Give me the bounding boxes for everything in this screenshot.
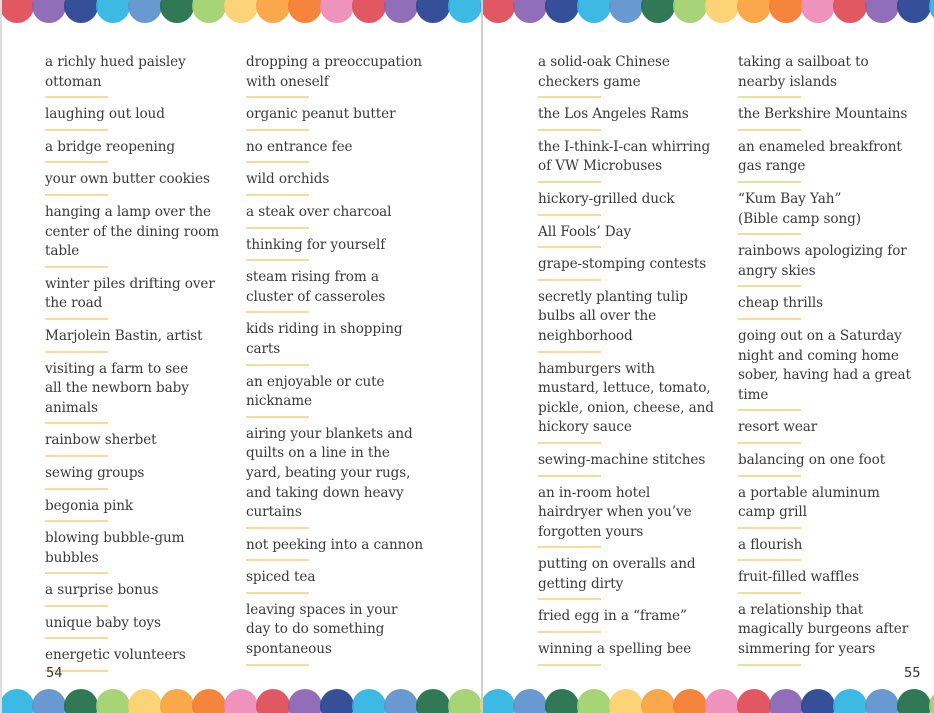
divider-rule [246,96,309,98]
decorative-dot [32,0,66,23]
list-item [246,53,436,98]
page-number: 55 [904,666,921,681]
list-item-text: hairdryer when you’ve [538,504,692,521]
decorative-dot [224,0,258,23]
list-item-text: night and coming home [738,347,899,364]
divider-rule [538,246,601,248]
list-item-text: nearby islands [738,73,837,90]
decorative-dot [865,689,899,713]
decorative-dot [929,0,934,23]
list-item-text: sewing-machine stitches [538,451,706,468]
list-item [45,275,235,320]
list-item [738,53,928,98]
divider-rule [738,409,801,411]
divider-rule [45,266,108,268]
decorative-dot [416,689,450,713]
list-item [538,360,728,444]
decorative-dot [352,0,386,23]
list-item [538,105,728,131]
divider-rule [246,311,309,313]
list-item [538,255,728,281]
list-item [738,138,928,183]
list-item [45,431,235,457]
decorative-dot [224,689,258,713]
divider-rule [738,233,801,235]
divider-rule [246,227,309,229]
list-item-text: bulbs all over the [538,308,657,325]
list-item-text: secretly planting tulip [538,288,688,305]
divider-rule [738,527,801,529]
list-item [45,360,235,425]
list-item-text: leaving spaces in your [246,601,398,618]
decorative-dot [320,0,354,23]
decorative-dot [483,689,515,713]
list-item-text: “Kum Bay Yah” [738,190,842,207]
list-item-text: fruit-filled waffles [738,569,860,586]
divider-rule [538,351,601,353]
list-item-text: angry skies [738,262,816,279]
list-item [538,288,728,353]
divider-rule [738,318,801,320]
divider-rule [246,161,309,163]
list-item-text: hanging a lamp over the [45,203,211,220]
divider-rule [45,318,108,320]
list-item [738,484,928,529]
decorative-dot [288,689,322,713]
list-item [45,497,235,523]
decorative-dot [833,689,867,713]
decorative-dot [160,689,194,713]
decorative-dot [288,0,322,23]
list-item-text: a relationship that [738,601,864,618]
list-item-text: yard, beating your rugs, [246,464,411,481]
list-item-text: hamburgers with [538,360,655,377]
list-item [738,601,928,666]
list-item-text: sewing groups [45,464,145,481]
list-item [246,320,436,365]
list-item-text: getting dirty [538,575,624,592]
list-item-text: a bridge reopening [45,138,175,155]
list-item-text: kids riding in shopping [246,321,403,338]
list-item-text: a steak over charcoal [246,203,392,220]
decorative-dot [160,0,194,23]
divider-rule [538,96,601,98]
list-item-text: forgotten yours [538,523,644,540]
decorative-dot [929,689,934,713]
decorative-dot [320,689,354,713]
list-item-text: winning a spelling bee [538,641,692,658]
list-item [45,327,235,353]
decorative-dot [256,689,290,713]
decorative-dot [865,0,899,23]
decorative-dot [833,0,867,23]
list-item-text: all the newborn baby [45,380,189,397]
list-item-text: the Berkshire Mountains [738,106,908,123]
list-item [738,568,928,594]
list-item-text: bubbles [45,549,99,566]
list-item [246,203,436,229]
list-item [738,536,928,562]
divider-rule [45,520,108,522]
list-item [246,268,436,313]
list-column [246,53,436,673]
list-item-text: fried egg in a “frame” [538,608,687,625]
list-item-text: the road [45,295,103,312]
list-item [738,190,928,235]
list-item-text: grape-stomping contests [538,256,707,273]
list-item-text: mustard, lettuce, tomato, [538,380,711,397]
decorative-dot [0,689,34,713]
divider-rule [538,279,601,281]
decorative-dot [737,689,771,713]
decorative-dot [352,689,386,713]
list-item [246,425,436,529]
list-item [246,601,436,666]
list-item-text: pickle, onion, cheese, and [538,399,714,416]
list-item [246,568,436,594]
divider-rule [246,664,309,666]
list-item [45,53,235,98]
list-item [538,53,728,98]
divider-rule [246,559,309,561]
list-item-text: neighborhood [538,327,633,344]
list-item [246,138,436,164]
divider-rule [538,546,601,548]
list-item [246,170,436,196]
list-item [45,464,235,490]
divider-rule [538,442,601,444]
list-item [738,294,928,320]
list-item [246,236,436,262]
divider-rule [538,475,601,477]
list-item-text: begonia pink [45,497,134,514]
divider-rule [538,129,601,131]
divider-rule [45,161,108,163]
list-item [738,327,928,411]
decorative-dot [769,689,803,713]
list-item-text: rainbows apologizing for [738,243,907,260]
list-item-text: simmering for years [738,641,876,658]
list-item-text: organic peanut butter [246,106,396,123]
divider-rule [45,455,108,457]
decorative-dot [737,0,771,23]
divider-rule [45,96,108,98]
decorative-dot [705,0,739,23]
list-item-text: cheap thrills [738,295,823,312]
list-item-text: wild orchids [246,171,330,188]
divider-rule [738,475,801,477]
list-item-text: a portable aluminum [738,484,880,501]
list-item [45,614,235,640]
list-item [45,529,235,574]
divider-rule [45,422,108,424]
decorative-dot [384,0,418,23]
divider-rule [45,194,108,196]
list-item-text: laughing out loud [45,106,165,123]
divider-rule [45,572,108,574]
list-item [45,581,235,607]
divider-rule [538,214,601,216]
list-item [45,170,235,196]
list-item [246,536,436,562]
list-item [45,203,235,268]
divider-rule [246,129,309,131]
list-item-text: energetic volunteers [45,647,186,664]
list-item-text: taking a sailboat to [738,54,869,70]
list-item-text: blowing bubble-gum [45,530,185,547]
list-item-text: an enameled breakfront [738,138,902,155]
list-item-text: dropping a preoccupation [246,54,422,70]
right-page [483,0,934,713]
list-item-text: with oneself [246,73,329,90]
list-item-text: hickory-grilled duck [538,190,675,207]
list-item-text: carts [246,340,281,357]
list-item-text: the Los Angeles Rams [538,106,689,123]
decorative-dot [256,0,290,23]
divider-rule [538,598,601,600]
list-item-text: checkers game [538,73,641,90]
list-item-text: (Bible camp song) [738,210,861,227]
list-column [45,53,235,679]
bottom-dot-border [2,689,481,713]
list-item-text: balancing on one foot [738,451,886,468]
list-item [738,418,928,444]
decorative-dot [416,0,450,23]
list-item-text: a surprise bonus [45,582,159,599]
decorative-dot [769,0,803,23]
list-item-text: nickname [246,393,312,410]
decorative-dot [897,0,931,23]
list-item-text: steam rising from a [246,269,379,286]
divider-rule [738,181,801,183]
divider-rule [738,664,801,666]
list-item-text: center of the dining room [45,223,220,240]
list-item [538,607,728,633]
list-item-text: day to do something [246,621,385,638]
decorative-dot [384,689,418,713]
list-item-text: All Fools’ Day [538,223,632,240]
list-item [538,484,728,549]
list-item-text: not peeking into a cannon [246,536,424,553]
list-item-text: and taking down heavy [246,484,404,501]
divider-rule [246,364,309,366]
list-item-text: a richly hued paisley [45,54,186,70]
divider-rule [538,664,601,666]
divider-rule [738,129,801,131]
list-item-text: spiced tea [246,569,316,586]
divider-rule [45,129,108,131]
decorative-dot [0,0,34,23]
list-item-text: camp grill [738,504,807,521]
list-item [45,138,235,164]
list-item-text: resort wear [738,419,818,436]
list-item-text: unique baby toys [45,614,161,631]
list-item [738,242,928,287]
top-dot-border [2,0,481,24]
decorative-dot [801,0,835,23]
divider-rule [738,96,801,98]
divider-rule [45,637,108,639]
decorative-dot [641,689,675,713]
list-item-text: a solid-oak Chinese [538,54,670,70]
decorative-dot [897,689,931,713]
list-item [538,451,728,477]
list-item-text: rainbow sherbet [45,432,157,449]
list-item-text: the I-think-I-can whirring [538,138,711,155]
list-item-text: animals [45,399,98,416]
divider-rule [738,442,801,444]
decorative-dot [609,0,643,23]
decorative-dot [513,689,547,713]
list-item-text: magically burgeons after [738,621,909,638]
list-item [738,105,928,131]
decorative-dot [705,689,739,713]
list-item-text: an enjoyable or cute [246,373,385,390]
decorative-dot [32,689,66,713]
divider-rule [45,351,108,353]
list-column [738,53,928,673]
list-item-text: putting on overalls and [538,556,696,573]
divider-rule [45,488,108,490]
decorative-dot [483,0,515,23]
list-item [738,451,928,477]
decorative-dot [801,689,835,713]
list-item-text: thinking for yourself [246,236,386,253]
list-item-text: airing your blankets and [246,425,413,442]
list-column [538,53,728,673]
decorative-dot [448,0,481,23]
decorative-dot [96,0,130,23]
decorative-dot [577,0,611,23]
divider-rule [538,631,601,633]
list-item-text: an in-room hotel [538,484,651,501]
list-item-text: a flourish [738,536,803,553]
list-item-text: gas range [738,158,806,175]
decorative-dot [641,0,675,23]
decorative-dot [192,689,226,713]
decorative-dot [513,0,547,23]
list-item [538,555,728,600]
list-item [246,373,436,418]
list-item-text: ottoman [45,73,102,90]
decorative-dot [609,689,643,713]
divider-rule [45,605,108,607]
list-item-text: your own butter cookies [45,171,210,188]
list-item-text: time [738,386,769,403]
list-item-text: cluster of casseroles [246,288,386,305]
list-item-text: Marjolein Bastin, artist [45,327,203,344]
decorative-dot [64,0,98,23]
list-item-text: quilts on a line in the [246,445,390,462]
divider-rule [538,181,601,183]
list-item-text: going out on a Saturday [738,327,902,344]
decorative-dot [545,0,579,23]
decorative-dot [448,689,481,713]
list-item [246,105,436,131]
list-item [45,105,235,131]
divider-rule [246,194,309,196]
list-item [538,190,728,216]
decorative-dot [64,689,98,713]
decorative-dot [673,689,707,713]
bottom-dot-border [483,689,934,713]
decorative-dot [577,689,611,713]
divider-rule [246,592,309,594]
divider-rule [246,527,309,529]
decorative-dot [192,0,226,23]
decorative-dot [673,0,707,23]
decorative-dot [128,0,162,23]
decorative-dot [128,689,162,713]
list-item-text: curtains [246,504,302,521]
decorative-dot [96,689,130,713]
divider-rule [738,559,801,561]
list-item-text: spontaneous [246,641,332,658]
list-item [538,640,728,666]
list-item [538,223,728,249]
page-number: 54 [46,666,63,681]
list-item-text: sober, having had a great [738,367,911,384]
list-item [538,138,728,183]
list-item-text: no entrance fee [246,138,353,155]
top-dot-border [483,0,934,24]
divider-rule [246,416,309,418]
list-item-text: of VW Microbuses [538,158,663,175]
decorative-dot [545,689,579,713]
list-item-text: hickory sauce [538,419,632,436]
list-item-text: visiting a farm to see [45,360,189,377]
list-item-text: table [45,243,80,260]
divider-rule [738,592,801,594]
divider-rule [246,259,309,261]
list-item [45,646,235,672]
list-item-text: winter piles drifting over [45,275,215,292]
divider-rule [738,285,801,287]
